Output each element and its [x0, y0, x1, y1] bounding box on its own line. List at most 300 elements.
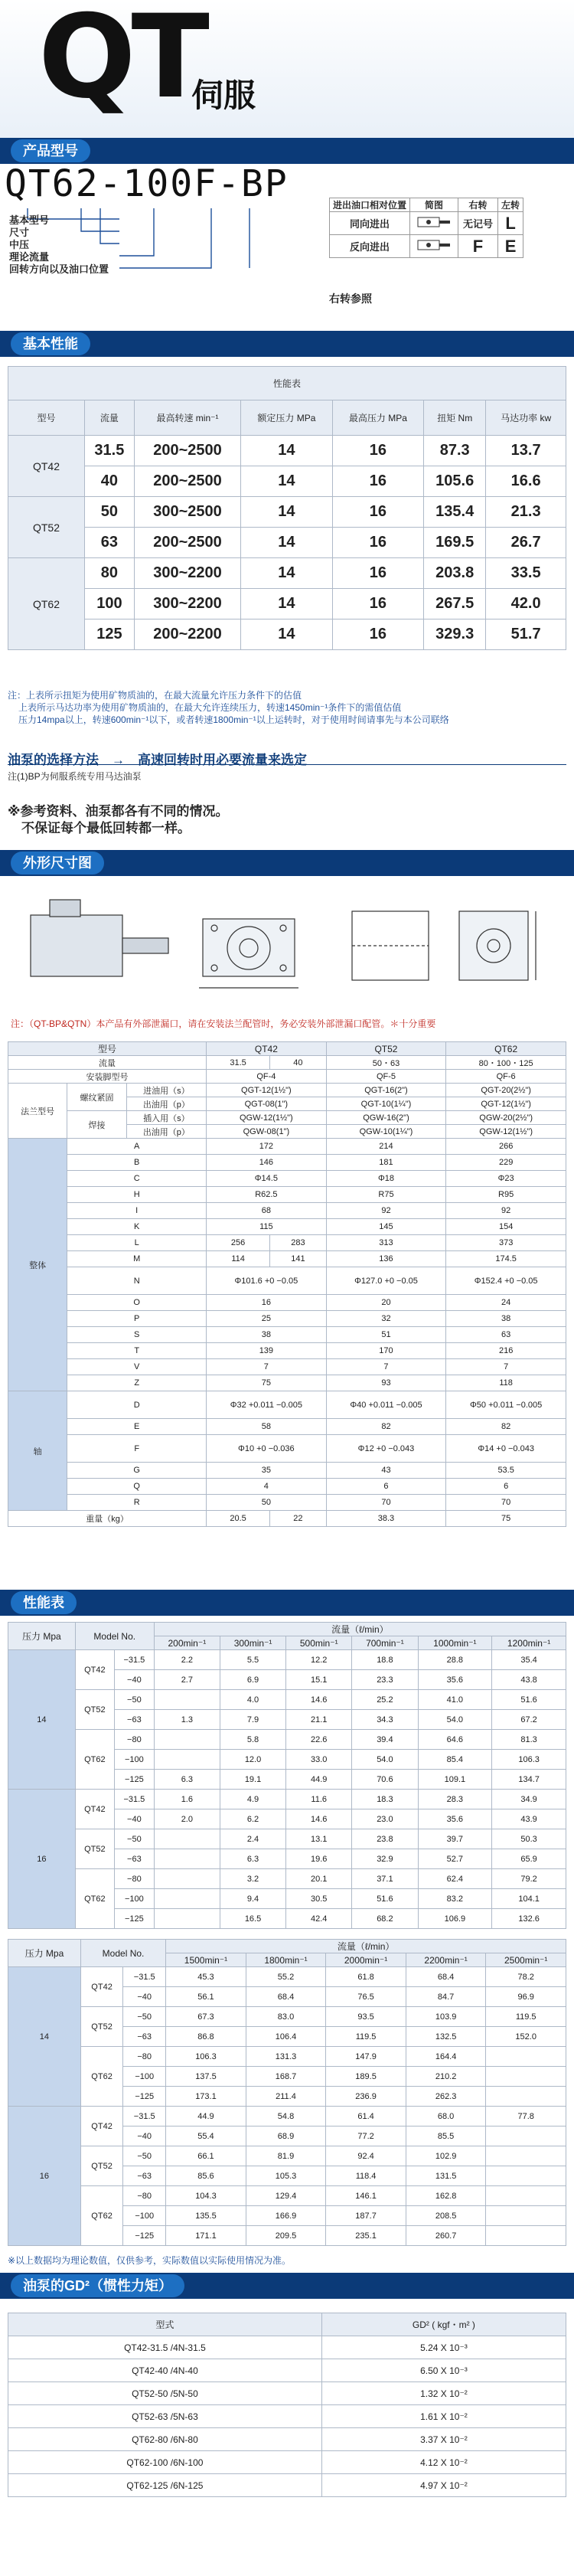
value-cell: 24	[446, 1295, 566, 1311]
table-row	[8, 1111, 566, 1125]
value-cell: R75	[326, 1187, 446, 1203]
value-cell: QGT-12(1½")	[446, 1097, 566, 1111]
value-cell	[486, 2206, 566, 2226]
section-title-model: 产品型号	[11, 139, 90, 162]
size-cell: −80	[123, 2047, 166, 2067]
table-row	[8, 1391, 566, 1419]
pressure-cell: 14	[8, 1967, 81, 2107]
table-row	[8, 497, 566, 528]
value-cell: 16	[332, 558, 423, 589]
table-row	[8, 589, 566, 619]
value-cell: 136	[326, 1251, 446, 1267]
value-cell: 16	[332, 589, 423, 619]
value-cell: 32.9	[352, 1849, 418, 1869]
value-cell: 82	[326, 1419, 446, 1435]
value-cell: 2.0	[154, 1809, 220, 1829]
row-header: 重量（kg）	[8, 1511, 207, 1527]
value-cell: 11.6	[286, 1790, 352, 1809]
group-label: 整体	[8, 1139, 67, 1391]
value-cell: 23.8	[352, 1829, 418, 1849]
value-cell: 87.3	[424, 436, 486, 466]
row-header: 法兰型号	[8, 1084, 67, 1139]
table-row	[8, 2186, 566, 2206]
table-row	[8, 466, 566, 497]
value-cell: 43.9	[492, 1809, 566, 1829]
value-cell: 1.3	[154, 1710, 220, 1730]
series-subtitle: 伺服	[191, 77, 256, 113]
column-header: Model No.	[80, 1940, 165, 1967]
value-cell: 181	[326, 1155, 446, 1171]
value-cell: QGT-10(1¼")	[326, 1097, 446, 1111]
value-cell: 76.5	[326, 1987, 406, 2007]
model-cell: QT52-63 /5N-63	[8, 2405, 322, 2428]
value-cell: 96.9	[486, 1987, 566, 2007]
value-cell: 283	[270, 1235, 327, 1251]
value-cell: 51.6	[352, 1889, 418, 1909]
column-header: 500min⁻¹	[286, 1636, 352, 1650]
model-cell: QT62-125 /6N-125	[8, 2474, 322, 2497]
value-cell: 26.7	[486, 528, 566, 558]
value-cell: 79.2	[492, 1869, 566, 1889]
row-header: N	[67, 1267, 207, 1295]
column-header: 200min⁻¹	[154, 1636, 220, 1650]
value-cell: 4.0	[220, 1690, 285, 1710]
value-cell: 25.2	[352, 1690, 418, 1710]
table-row	[8, 1967, 566, 1987]
value-cell: 3.37 X 10⁻²	[321, 2428, 566, 2451]
value-cell: 15.1	[286, 1670, 352, 1690]
value-cell: 7	[326, 1359, 446, 1375]
value-cell: 37.1	[352, 1869, 418, 1889]
value-cell: 53.5	[446, 1463, 566, 1479]
value-cell: 104.3	[166, 2186, 246, 2206]
value-cell: 146.1	[326, 2186, 406, 2206]
value-cell: 19.6	[286, 1849, 352, 1869]
value-cell: 171.1	[166, 2226, 246, 2246]
value-cell: 211.4	[246, 2087, 326, 2107]
column-header: 流量（ℓ/min）	[154, 1623, 566, 1636]
value-cell: 4	[207, 1479, 327, 1495]
size-cell: −50	[123, 2146, 166, 2166]
value-cell	[154, 1869, 220, 1889]
value-cell: 68	[207, 1203, 327, 1219]
value-cell: 18.8	[352, 1650, 418, 1670]
table-row	[8, 2047, 566, 2067]
value-cell: 119.5	[486, 2007, 566, 2027]
label-theoretical-flow: 理论流量	[9, 251, 50, 263]
value-cell: 23.3	[352, 1670, 418, 1690]
value-cell: 7	[446, 1359, 566, 1375]
value-cell: 203.8	[424, 558, 486, 589]
pump-sketch-icon	[410, 235, 458, 258]
value-cell: 118.4	[326, 2166, 406, 2186]
table-row	[8, 2146, 566, 2166]
row-header: A	[67, 1139, 207, 1155]
value-cell: 50	[85, 497, 135, 528]
size-cell: −40	[123, 1987, 166, 2007]
value-cell: 9.4	[220, 1889, 285, 1909]
value-cell: 105.6	[424, 466, 486, 497]
model-cell: QT52-50 /5N-50	[8, 2382, 322, 2405]
table-row	[8, 1235, 566, 1251]
value-cell: 54.0	[352, 1750, 418, 1770]
size-cell: −63	[115, 1710, 155, 1730]
value-cell: 7.9	[220, 1710, 285, 1730]
table-row	[8, 1479, 566, 1495]
column-header: 1800min⁻¹	[246, 1953, 326, 1967]
value-cell: 16.5	[220, 1909, 285, 1929]
value-cell: Φ18	[326, 1171, 446, 1187]
size-cell: −63	[123, 2027, 166, 2047]
value-cell: 34.9	[492, 1790, 566, 1809]
row-header: V	[67, 1359, 207, 1375]
value-cell: 81.9	[246, 2146, 326, 2166]
value-cell: 12.0	[220, 1750, 285, 1770]
value-cell: 16	[332, 436, 423, 466]
value-cell: 152.0	[486, 2027, 566, 2047]
value-cell: 4.12 X 10⁻²	[321, 2451, 566, 2474]
value-cell: 119.5	[326, 2027, 406, 2047]
value-cell: 16	[332, 497, 423, 528]
table-row	[8, 2007, 566, 2027]
value-cell: 50.3	[492, 1829, 566, 1849]
value-cell: 22.6	[286, 1730, 352, 1750]
model-cell: QT52	[75, 1829, 114, 1869]
size-cell: −100	[123, 2206, 166, 2226]
value-cell: 93	[326, 1375, 446, 1391]
size-cell: −80	[115, 1869, 155, 1889]
value-cell: 100	[85, 589, 135, 619]
value-cell: 235.1	[326, 2226, 406, 2246]
selection-note: 注(1)BP为伺服系统专用马达油泵	[8, 771, 142, 782]
value-cell: 118	[446, 1375, 566, 1391]
value-cell: 1.32 X 10⁻²	[321, 2382, 566, 2405]
row-header: L	[67, 1235, 207, 1251]
size-cell: −31.5	[115, 1650, 155, 1670]
value-cell: 78.2	[486, 1967, 566, 1987]
performance-table-high-speed	[8, 1939, 566, 2246]
value-cell: 65.9	[492, 1849, 566, 1869]
size-cell: −100	[115, 1750, 155, 1770]
value-cell: 16.6	[486, 466, 566, 497]
column-header: 2500min⁻¹	[486, 1953, 566, 1967]
value-cell: 172	[207, 1139, 327, 1155]
value-cell: 16	[332, 528, 423, 558]
value-cell: 20.5	[207, 1511, 270, 1527]
value-cell: 6.9	[220, 1670, 285, 1690]
value-cell: 329.3	[424, 619, 486, 650]
table-row	[8, 1650, 566, 1670]
value-cell: 300~2500	[134, 497, 240, 528]
value-cell: Φ14 +0 −0.043	[446, 1435, 566, 1463]
value-cell	[486, 2166, 566, 2186]
table-row	[8, 2336, 566, 2359]
value-cell	[154, 1849, 220, 1869]
value-cell: 373	[446, 1235, 566, 1251]
value-cell: 84.7	[406, 1987, 486, 2007]
value-cell: 141	[270, 1251, 327, 1267]
value-cell: 14	[241, 466, 332, 497]
value-cell: 43	[326, 1463, 446, 1479]
size-cell: −50	[123, 2007, 166, 2027]
value-cell: 14	[241, 589, 332, 619]
value-cell: 208.5	[406, 2206, 486, 2226]
table-row	[8, 1155, 566, 1171]
value-cell: 256	[207, 1235, 270, 1251]
table-row	[8, 558, 566, 589]
value-cell: 51	[326, 1327, 446, 1343]
value-cell: 2.2	[154, 1650, 220, 1670]
value-cell: 16	[207, 1295, 327, 1311]
row-header: S	[67, 1327, 207, 1343]
value-cell: Φ12 +0 −0.043	[326, 1435, 446, 1463]
value-cell: 106.4	[246, 2027, 326, 2047]
value-cell: 81.3	[492, 1730, 566, 1750]
value-cell: 131.3	[246, 2047, 326, 2067]
size-cell: −31.5	[115, 1790, 155, 1809]
column-header: 700min⁻¹	[352, 1636, 418, 1650]
value-cell: 86.8	[166, 2027, 246, 2047]
value-cell: 30.5	[286, 1889, 352, 1909]
table-row	[8, 1829, 566, 1849]
value-cell: 300~2200	[134, 558, 240, 589]
column-header: 压力 Mpa	[8, 1623, 76, 1650]
value-cell: 6	[446, 1479, 566, 1495]
value-cell: 210.2	[406, 2067, 486, 2087]
table-row	[8, 1267, 566, 1295]
model-cell: QT52	[8, 497, 85, 558]
label-medium-pressure: 中压	[9, 239, 30, 250]
value-cell: 68.0	[406, 2107, 486, 2127]
value-cell: 54.0	[418, 1710, 492, 1730]
dims-important-note: 注：（QT-BP&QTN）本产品有外部泄漏口，请在安装法兰配管时，务必安装外部泄漏口配管。＊十分重要	[11, 1018, 436, 1029]
model-cell: QT62-80 /6N-80	[8, 2428, 322, 2451]
column-header: 2200min⁻¹	[406, 1953, 486, 1967]
value-cell: 154	[446, 1219, 566, 1235]
value-cell: 14	[241, 619, 332, 650]
value-cell: 12.2	[286, 1650, 352, 1670]
value-cell: QGT-12(1½")	[207, 1084, 327, 1097]
value-cell: 169.5	[424, 528, 486, 558]
value-cell: 45.3	[166, 1967, 246, 1987]
rotation-direction-table: 进出油口相对位置 简图 右转 左转 同向进出 无记号 L 反向进出 F E	[329, 198, 523, 258]
series-title: QT	[38, 0, 205, 124]
row-header: 焊接	[67, 1111, 126, 1139]
value-cell: 38.3	[326, 1511, 446, 1527]
value-cell: 63	[446, 1327, 566, 1343]
model-cell: QT62	[80, 2047, 122, 2107]
value-cell: 16	[332, 619, 423, 650]
value-cell: 168.7	[246, 2067, 326, 2087]
section-title-gd2: 油泵的GD²（惯性力矩）	[11, 2274, 184, 2297]
selection-heading: 油泵的选择方法 → 高速回转时用必要流量来选定	[8, 753, 307, 767]
value-cell: 4.9	[220, 1790, 285, 1809]
value-cell: 68.2	[352, 1909, 418, 1929]
value-cell: 50	[207, 1495, 327, 1511]
table-row	[8, 1203, 566, 1219]
value-cell: 42.0	[486, 589, 566, 619]
value-cell: 18.3	[352, 1790, 418, 1809]
value-cell	[486, 2186, 566, 2206]
value-cell: 135.4	[424, 497, 486, 528]
warning-line-1: ※参考资料、油泵都各有不同的情况。	[8, 804, 229, 819]
label-base-model: 基本型号	[9, 214, 50, 226]
table-row	[8, 1295, 566, 1311]
value-cell: 61.8	[326, 1967, 406, 1987]
table-row	[8, 1730, 566, 1750]
row-header: I	[67, 1203, 207, 1219]
value-cell: 75	[207, 1375, 327, 1391]
table-row	[8, 1139, 566, 1155]
value-cell: 1.61 X 10⁻²	[321, 2405, 566, 2428]
value-cell	[154, 1829, 220, 1849]
hero-banner	[0, 0, 574, 138]
value-cell: R95	[446, 1187, 566, 1203]
value-cell: 19.1	[220, 1770, 285, 1790]
value-cell: Φ101.6 +0 −0.05	[207, 1267, 327, 1295]
rotation-caption: 右转参照	[329, 293, 372, 305]
value-cell: 145	[326, 1219, 446, 1235]
value-cell	[486, 2047, 566, 2067]
size-cell: −100	[115, 1889, 155, 1909]
value-cell: 35.6	[418, 1670, 492, 1690]
value-cell: 103.9	[406, 2007, 486, 2027]
value-cell: 4.97 X 10⁻²	[321, 2474, 566, 2497]
section-title-perf: 性能表	[11, 1591, 77, 1614]
pressure-cell: 14	[8, 1650, 76, 1790]
value-cell: 82	[446, 1419, 566, 1435]
value-cell: 1.6	[154, 1790, 220, 1809]
size-cell: −50	[115, 1829, 155, 1849]
model-cell: QT42	[80, 2107, 122, 2146]
table-row	[8, 528, 566, 558]
table-row	[8, 1219, 566, 1235]
pump-flange-detail-drawing	[344, 888, 566, 1003]
row-header: 插入用（s）	[126, 1111, 206, 1125]
row-header: H	[67, 1187, 207, 1203]
table-row	[8, 1690, 566, 1710]
table-row	[8, 1187, 566, 1203]
table-row	[8, 1463, 566, 1479]
value-cell: 70	[326, 1495, 446, 1511]
value-cell: 102.9	[406, 2146, 486, 2166]
value-cell: 104.1	[492, 1889, 566, 1909]
table-row	[8, 2451, 566, 2474]
value-cell: 173.1	[166, 2087, 246, 2107]
value-cell: Φ14.5	[207, 1171, 327, 1187]
value-cell: QGT-16(2")	[326, 1084, 446, 1097]
value-cell: 93.5	[326, 2007, 406, 2027]
value-cell: 5.5	[220, 1650, 285, 1670]
value-cell: 266	[446, 1139, 566, 1155]
basic-notes: 注：上表所示扭矩为使用矿物质油的，在最大流量允许压力条件下的估值 上表所示马达功率为使用矿物质油的，在最大允许连续压力，转速1450min⁻¹条件下的需值估值 压力14mpa以上，转速600min⁻¹以下，或者转速1800min⁻¹以上运转时，对于使用时间请事先与本公司联络	[8, 690, 449, 725]
column-header: 1500min⁻¹	[166, 1953, 246, 1967]
value-cell: 85.5	[406, 2127, 486, 2146]
value-cell: 40	[85, 466, 135, 497]
table-row	[8, 2428, 566, 2451]
value-cell: 7	[207, 1359, 327, 1375]
value-cell: QGW-12(1½")	[446, 1125, 566, 1139]
value-cell: Φ50 +0.011 −0.005	[446, 1391, 566, 1419]
value-cell: 21.3	[486, 497, 566, 528]
table-row	[8, 2107, 566, 2127]
value-cell: 216	[446, 1343, 566, 1359]
model-cell: QT42	[75, 1650, 114, 1690]
value-cell: 14	[241, 436, 332, 466]
size-cell: −63	[115, 1849, 155, 1869]
value-cell: 200~2500	[134, 466, 240, 497]
size-cell: −125	[123, 2087, 166, 2107]
row-header: T	[67, 1343, 207, 1359]
value-cell	[154, 1750, 220, 1770]
table-row	[8, 1171, 566, 1187]
value-cell: 115	[207, 1219, 327, 1235]
size-cell: −31.5	[123, 1967, 166, 1987]
value-cell: 267.5	[424, 589, 486, 619]
value-cell: 262.3	[406, 2087, 486, 2107]
value-cell: QGW-16(2")	[326, 1111, 446, 1125]
row-header: C	[67, 1171, 207, 1187]
size-cell: −40	[115, 1809, 155, 1829]
value-cell: 85.6	[166, 2166, 246, 2186]
value-cell: 70	[446, 1495, 566, 1511]
pressure-cell: 16	[8, 2107, 81, 2246]
value-cell: 92.4	[326, 2146, 406, 2166]
value-cell: 33.5	[486, 558, 566, 589]
value-cell: 77.2	[326, 2127, 406, 2146]
value-cell: 20	[326, 1295, 446, 1311]
value-cell	[486, 2067, 566, 2087]
value-cell: QGT-20(2½")	[446, 1084, 566, 1097]
value-cell: 313	[326, 1235, 446, 1251]
value-cell: 106.9	[418, 1909, 492, 1929]
value-cell: 2.4	[220, 1829, 285, 1849]
table-row	[8, 1327, 566, 1343]
value-cell: 51.6	[492, 1690, 566, 1710]
value-cell: 14.6	[286, 1809, 352, 1829]
size-cell: −63	[123, 2166, 166, 2186]
value-cell: 132.5	[406, 2027, 486, 2047]
value-cell	[486, 2127, 566, 2146]
value-cell: 6.50 X 10⁻³	[321, 2359, 566, 2382]
value-cell: 14	[241, 497, 332, 528]
pressure-cell: 16	[8, 1790, 76, 1929]
size-cell: −50	[115, 1690, 155, 1710]
value-cell: 166.9	[246, 2206, 326, 2226]
value-cell: 14	[241, 558, 332, 589]
value-cell: Φ10 +0 −0.036	[207, 1435, 327, 1463]
value-cell: 56.1	[166, 1987, 246, 2007]
value-cell: 5.24 X 10⁻³	[321, 2336, 566, 2359]
value-cell: 200~2500	[134, 528, 240, 558]
column-header: 300min⁻¹	[220, 1636, 285, 1650]
row-header: R	[67, 1495, 207, 1511]
value-cell: 68.4	[246, 1987, 326, 2007]
table-row	[8, 1311, 566, 1327]
value-cell	[486, 2087, 566, 2107]
column-header: Model No.	[75, 1623, 154, 1650]
table-row	[8, 2474, 566, 2497]
value-cell	[486, 2146, 566, 2166]
value-cell: 300~2200	[134, 589, 240, 619]
value-cell: 85.4	[418, 1750, 492, 1770]
value-cell: 132.6	[492, 1909, 566, 1929]
value-cell: 21.1	[286, 1710, 352, 1730]
value-cell: 55.4	[166, 2127, 246, 2146]
table-row	[8, 2382, 566, 2405]
section-title-basic: 基本性能	[11, 332, 90, 355]
value-cell: 42.4	[286, 1909, 352, 1929]
